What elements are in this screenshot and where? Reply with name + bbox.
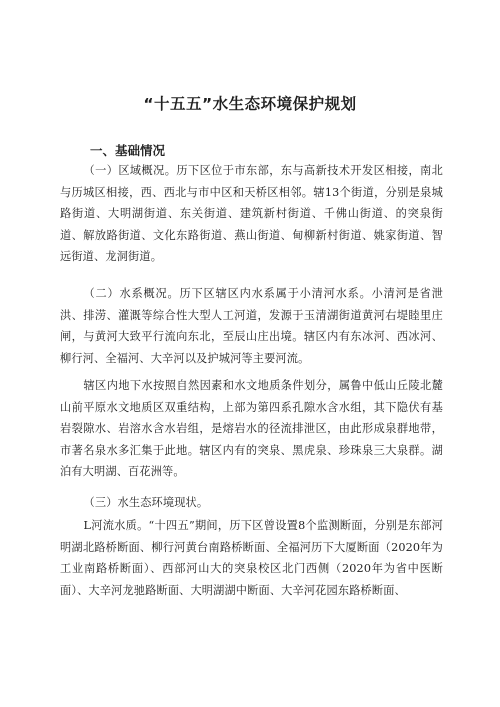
paragraph-groundwater: 辖区内地下水按照自然因素和水文地质条件划分，属鲁中低山丘陵北麓山前平原水文地质区双重结构，上部为第四系孔隙水含水组，其下隐伏有基岩裂隙水、岩溶水含水岩组，是熔岩水的径流排泄区，由此形成泉群地带，市著名泉水多汇集于此地。辖区内有的突泉、黑虎泉、珍珠泉三大泉群。湖泊有大明湖、百花洲等。 <box>60 379 443 479</box>
document-title: “十五五”水生态环境保护规划 <box>143 95 357 113</box>
paragraph-river-quality: L河流水质。“十四五”期间，历下区曾设置8个监测断面，分别是东部河明湖北路桥断面、柳行河黄台南路桥断面、全福河历下大厦断面（2020年为工业南路桥断面）、西部河山大的突泉校区北门西侧（2020年为省中医断面）、大辛河龙驰路断面、大明湖湖中断面、大辛河花园东路桥断面、 <box>60 519 443 597</box>
paragraph-regional-overview: （一）区域概况。历下区位于市东部，东与高新技术开发区相接，南北与历城区相接，西、西北与市中区和天桥区相邻。辖13个街道，分别是泉城路街道、大明湖街道、东关街道、建筑新村街道、千佛山街道、的突泉街道、解放路街道、文化东路街道、燕山街道、甸柳新村街道、姚家街道、智远街道、龙洞街道。 <box>60 164 443 264</box>
section-heading: 一、基础情况 <box>90 143 166 158</box>
paragraph-water-system: （二）水系概况。历下区辖区内水系属于小清河水系。小清河是省泄洪、排涝、灌溉等综合性大型人工河道，发源于玉清湖街道黄河右堤睦里庄闸，与黄河大致平行流向东北，至辰山庄出境。辖区内有东冰河、西冰河、柳行河、全福河、大辛河以及护城河等主要河流。 <box>60 287 443 365</box>
paragraph-subheading-status: （三）水生态环境现状。 <box>83 496 209 509</box>
